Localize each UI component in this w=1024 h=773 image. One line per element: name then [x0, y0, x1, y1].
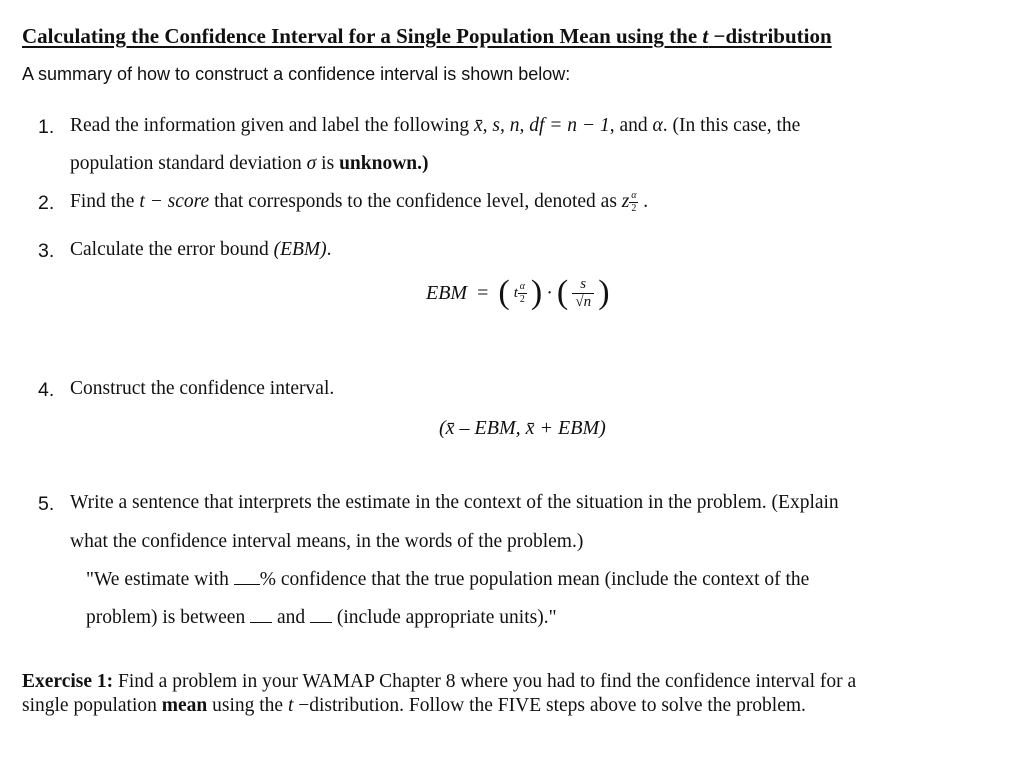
exercise-line-2: single population mean using the t −distribution. Follow the FIVE steps above to solve the problem.: [22, 695, 806, 716]
alpha-over-2-fraction: $\frac{\alpha}{2}$: [631, 190, 637, 215]
interpretation-template-line-1: "We estimate with % confidence that the true population mean (include the context of the: [86, 569, 810, 590]
step-1-line-1: Read the information given and label the following x̄, s, n, df = n − 1, and α. (In this case, the: [70, 115, 801, 136]
step-1-line-2: population standard deviation σ is unknown.): [70, 153, 429, 174]
interpretation-template-line-2: problem) is between and (include appropriate units).": [86, 607, 557, 628]
page-subtitle: A summary of how to construct a confidence interval is shown below:: [22, 64, 571, 84]
step-2-text: Find the t − score that corresponds to the confidence level, denoted as z $\frac{\alpha}{2}$ .: [70, 190, 649, 215]
step-number: 1.: [38, 116, 55, 138]
step-number: 5.: [38, 493, 55, 515]
step-number: 3.: [38, 240, 55, 262]
step-4-text: Construct the confidence interval.: [70, 378, 335, 399]
step-5-line-1: Write a sentence that interprets the estimate in the context of the situation in the problem. (Explain: [70, 492, 839, 513]
page-title: Calculating the Confidence Interval for a Single Population Mean using the t −distribution: [22, 24, 832, 48]
step-number: 2.: [38, 192, 55, 214]
confidence-interval-formula: (x̄ – EBM, x̄ + EBM): [439, 417, 606, 439]
step-3-text: Calculate the error bound (EBM).: [70, 239, 332, 260]
step-5-line-2: what the confidence interval means, in the words of the problem.): [70, 531, 584, 552]
ebm-formula: EBM = ( t $\frac{\alpha}{2}$ ) · ( $\frac{s}{√n}$ ): [426, 274, 610, 311]
exercise-line-1: Exercise 1: Find a problem in your WAMAP Chapter 8 where you had to find the confidence interval for a: [22, 671, 857, 692]
step-number: 4.: [38, 379, 55, 401]
